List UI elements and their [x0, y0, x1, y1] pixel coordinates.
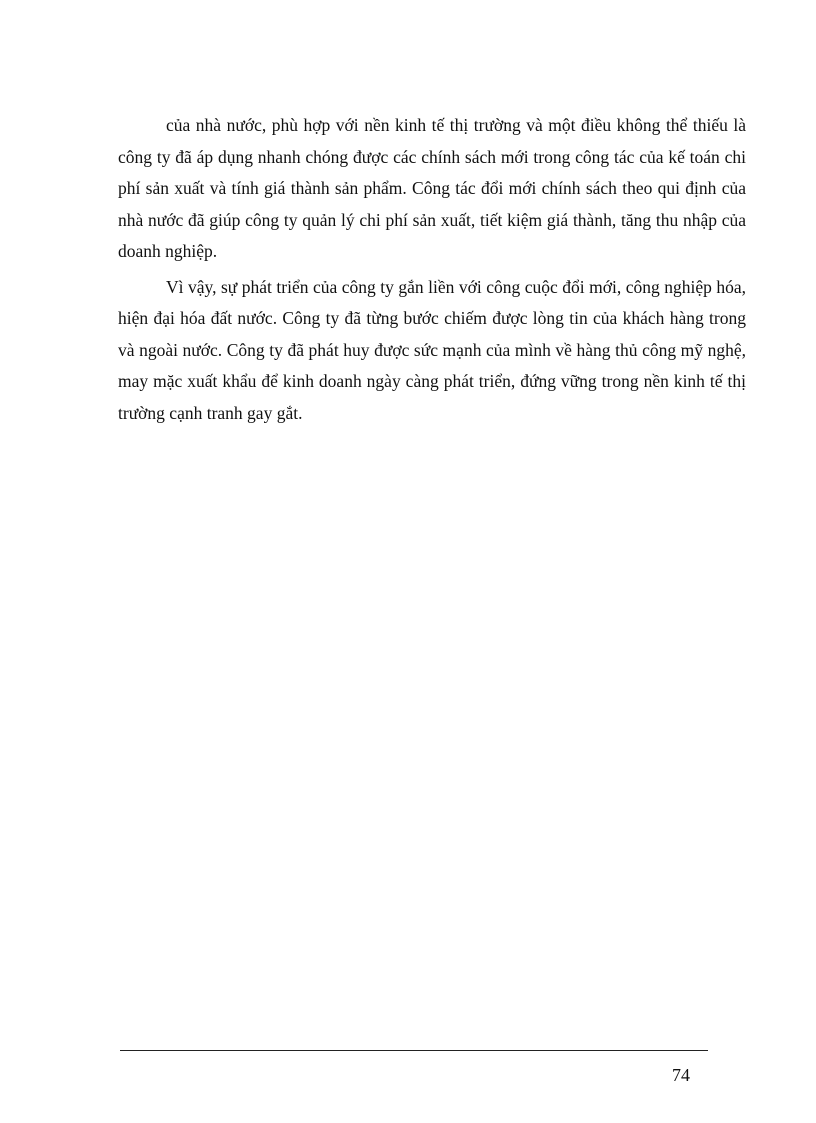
footer-divider — [120, 1050, 708, 1051]
paragraph-2: Vì vậy, sự phát triển của công ty gắn liền với công cuộc đổi mới, công nghiệp hóa, hiện đại hóa đất nước. Công ty đã từng bước chiếm được lòng tin của khách hàng trong và ngoài nước. Công ty đã phát huy được sức mạnh của mình về hàng thủ công mỹ nghệ, may mặc xuất khẩu để kinh doanh ngày càng phát triển, đứng vững trong nền kinh tế thị trường cạnh tranh gay gắt. — [118, 276, 746, 423]
paragraph-1: của nhà nước, phù hợp với nền kinh tế thị trường và một điều không thể thiếu là công ty đã áp dụng nhanh chóng được các chính sách mới trong công tác của kế toán chi phí sản xuất và tính giá thành sản phẩm. Công tác đổi mới chính sách theo qui định của nhà nước đã giúp công ty quản lý chi phí sản xuất, tiết kiệm giá thành, tăng thu nhập của doanh nghiệp. — [118, 115, 746, 261]
body-text — [118, 110, 746, 429]
page-number: 74 — [672, 1065, 690, 1085]
